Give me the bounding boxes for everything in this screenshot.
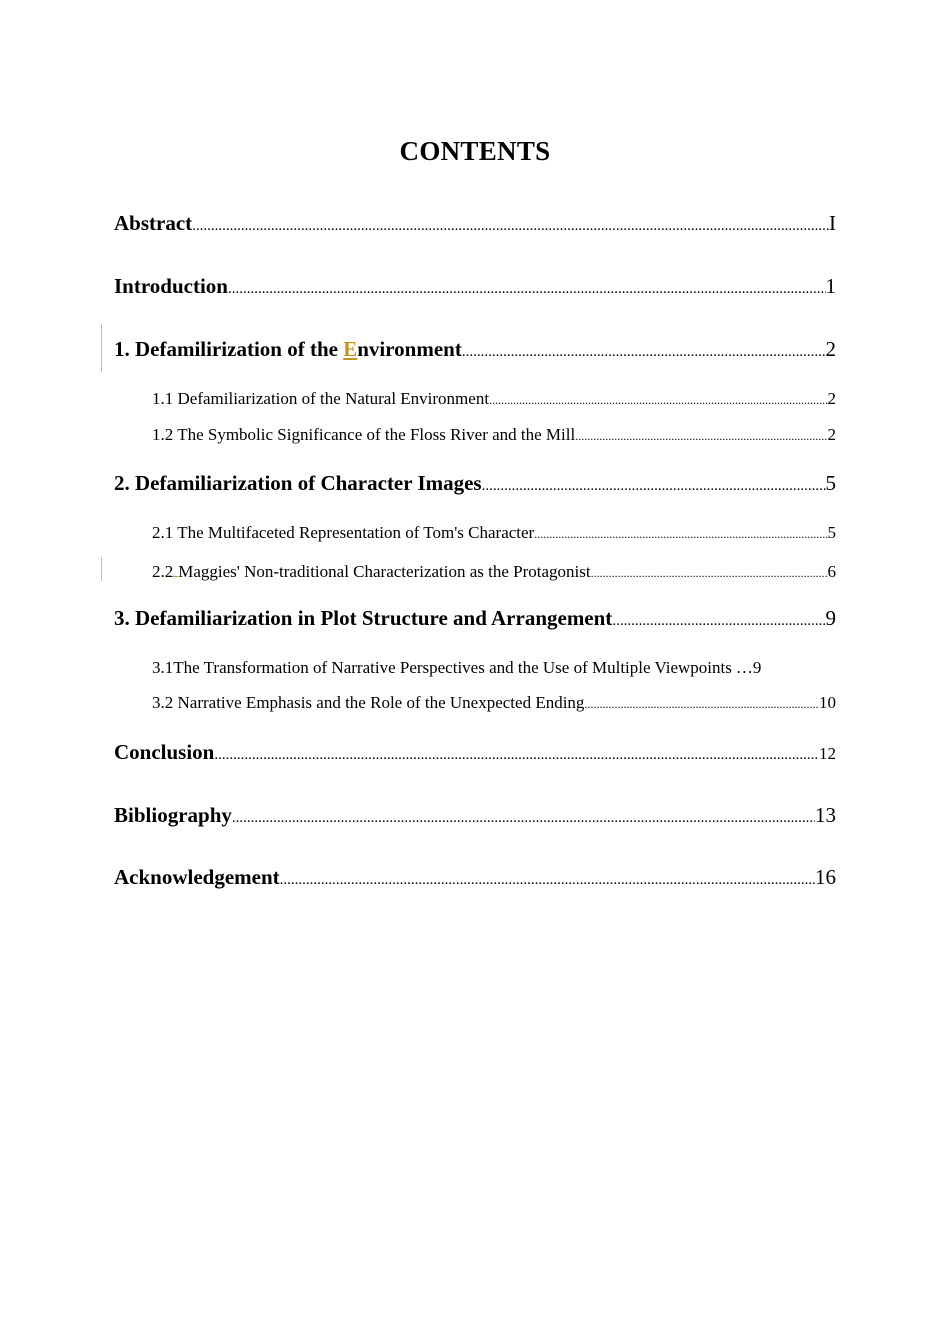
- toc-entry-label: 1.2 The Symbolic Significance of the Floss River and the Mill: [152, 425, 576, 444]
- toc-page-number: I: [829, 211, 836, 235]
- toc-entry-introduction[interactable]: [114, 274, 836, 299]
- toc-page-number: 9: [825, 606, 836, 630]
- toc-entry-label: Bibliography: [114, 803, 232, 827]
- revision-change-bar: [101, 324, 102, 372]
- toc-entry-section-1-2[interactable]: [152, 425, 836, 445]
- label-part: nvironment: [357, 337, 462, 361]
- toc-page-number: 5: [827, 523, 836, 542]
- dot-leader: [214, 740, 819, 765]
- toc-entry-chapter-1[interactable]: [114, 337, 836, 362]
- toc-entry-section-3-1[interactable]: [152, 658, 836, 678]
- dot-leader: [591, 562, 828, 582]
- toc-entry-abstract[interactable]: [114, 211, 836, 236]
- toc-page-number: 9: [752, 658, 762, 677]
- toc-ellipsis: …: [735, 658, 753, 677]
- toc-entry-section-3-2[interactable]: [152, 693, 836, 713]
- toc-page-number: 2: [827, 389, 836, 408]
- toc-entry-label: 2.1 The Multifaceted Representation of Tom's Character: [152, 523, 535, 542]
- dot-leader: [280, 865, 815, 890]
- toc-entry-section-1-1[interactable]: [152, 389, 836, 409]
- toc-entry-conclusion[interactable]: [114, 740, 836, 765]
- toc-page-number: 1: [825, 274, 836, 298]
- revision-change-bar: [101, 557, 102, 581]
- toc-page-number: 12: [819, 744, 836, 763]
- toc-entry-label: 3.2 Narrative Emphasis and the Role of the Unexpected Ending: [152, 693, 585, 712]
- dot-leader: [575, 425, 827, 445]
- dot-leader: [612, 606, 825, 631]
- dot-leader: [228, 274, 826, 299]
- toc-entry-label: Abstract: [114, 211, 193, 235]
- tracked-change-letter: E: [343, 337, 358, 361]
- contents-title: CONTENTS: [399, 136, 551, 166]
- label-part: Maggies' Non-traditional Characterization as the Protagonist: [178, 562, 591, 581]
- toc-page-number: 6: [827, 562, 836, 581]
- toc-entry-label: [114, 337, 462, 362]
- toc-entry-section-2-2[interactable]: [152, 559, 836, 582]
- dot-leader: [584, 693, 819, 713]
- toc-entry-acknowledgement[interactable]: [114, 865, 836, 890]
- dot-leader: [192, 211, 829, 236]
- toc-page-number: 2: [827, 425, 836, 444]
- toc-entry-bibliography[interactable]: [114, 803, 836, 828]
- toc-entry-chapter-3[interactable]: [114, 606, 836, 631]
- toc-entry-label: 3. Defamiliarization in Plot Structure and Arrangement: [114, 606, 613, 630]
- dot-leader: [482, 471, 826, 496]
- toc-page-number: 5: [825, 471, 836, 495]
- toc-entry-label: 1.1 Defamiliarization of the Natural Environment: [152, 389, 490, 408]
- toc-entry-section-2-1[interactable]: [152, 523, 836, 543]
- toc-page-number: 16: [815, 865, 836, 889]
- toc-entry-label: 2. Defamiliarization of Character Images: [114, 471, 482, 495]
- label-part: 2.2: [152, 562, 174, 581]
- toc-page-number: 10: [819, 693, 836, 712]
- toc-entry-label: Conclusion: [114, 740, 215, 764]
- label-part: 1. Defamilirization of the: [114, 337, 344, 361]
- dot-leader: [534, 523, 827, 543]
- toc-entry-chapter-2[interactable]: [114, 471, 836, 496]
- toc-entry-label: Introduction: [114, 274, 228, 298]
- toc-entry-label: 3.1The Transformation of Narrative Perspectives and the Use of Multiple Viewpoints: [152, 658, 732, 677]
- dot-leader: [489, 389, 827, 409]
- dot-leader: [232, 803, 815, 828]
- toc-page-number: 2: [825, 337, 836, 361]
- toc-page-number: 13: [815, 803, 836, 827]
- toc-entry-label: [152, 559, 591, 582]
- dot-leader: [462, 337, 826, 362]
- toc-entry-label: Acknowledgement: [114, 865, 280, 889]
